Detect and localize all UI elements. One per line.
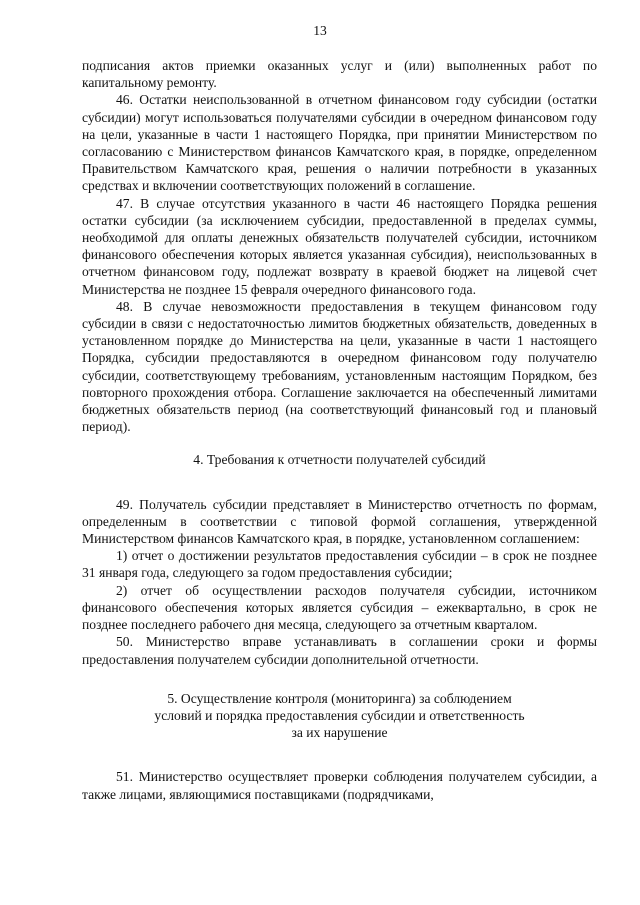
paragraph-continuation: подписания актов приемки оказанных услуг и (или) выполненных работ по капитальному ремонту. <box>82 58 597 91</box>
paragraph-49-item-2: 2) отчет об осуществлении расходов получателя субсидии, источником финансового обеспечения которых является субсидия – ежеквартально, в срок не позднее последнего рабочего дня месяца, следующего за отчетным кварталом. <box>82 582 597 633</box>
document-body <box>82 57 597 803</box>
section-5-heading <box>82 690 597 742</box>
section-5-heading-line-2: условий и порядка предоставления субсидии и ответственность <box>154 707 525 723</box>
paragraph-51: 51. Министерство осуществляет проверки соблюдения получателем субсидии, а также лицами, являющимися поставщиками (подрядчиками, <box>82 769 597 802</box>
page-number: 13 <box>313 23 327 38</box>
section-5-heading-line-3: за их нарушение <box>291 725 388 741</box>
paragraph-47: 47. В случае отсутствия указанного в части 46 настоящего Порядка решения остатки субсидии (за исключением субсидии, предоставленной в пределах суммы, необходимой для оплаты денежных обязательств получателей субсидии, источником финансового обеспечения которых является указанная субсидия), неиспользованных в отчетном финансовом году, подлежат возврату в краевой бюджет на лицевой счет Министерства не позднее 15 февраля очередного финансового года. <box>82 195 597 297</box>
section-4-heading: 4. Требования к отчетности получателей субсидий <box>193 452 486 468</box>
paragraph-50: 50. Министерство вправе устанавливать в соглашении сроки и формы предоставления получателем субсидии дополнительной отчетности. <box>82 634 597 667</box>
paragraph-46: 46. Остатки неиспользованной в отчетном финансовом году субсидии (остатки субсидии) могут использоваться получателями субсидии в очередном финансовом году на цели, указанные в части 1 настоящего Порядка, при принятии Министерством по согласованию с Министерством финансов Камчатского края, в порядке, определенном Правительством Камчатского края, решения о наличии потребности в указанных средствах и включении соответствующих положений в соглашение. <box>82 92 597 194</box>
paragraph-48: 48. В случае невозможности предоставления в текущем финансовом году субсидии в связи с недостаточностью лимитов бюджетных обязательств, доведенных в установленном порядке до Министерства на цели, указанные в части 1 настоящего Порядка, субсидии предоставляются в очередном финансовом году получателю субсидии, соответствующему требованиям, установленным настоящим Порядком, без повторного прохождения отбора. Соглашение заключается на обеспеченный лимитами бюджетных обязательств период (на соответствующий финансовый год и плановый период). <box>82 298 597 435</box>
section-5-heading-line-1: 5. Осуществление контроля (мониторинга) за соблюдением <box>167 690 512 706</box>
paragraph-49-item-1: 1) отчет о достижении результатов предоставления субсидии – в срок не позднее 31 января года, следующего за годом предоставления субсидии; <box>82 548 597 581</box>
paragraph-49: 49. Получатель субсидии представляет в Министерство отчетность по формам, определенным в соответствии с типовой формой соглашения, утвержденной Министерством финансов Камчатского края, в порядке, установленном соглашением: <box>82 496 597 547</box>
